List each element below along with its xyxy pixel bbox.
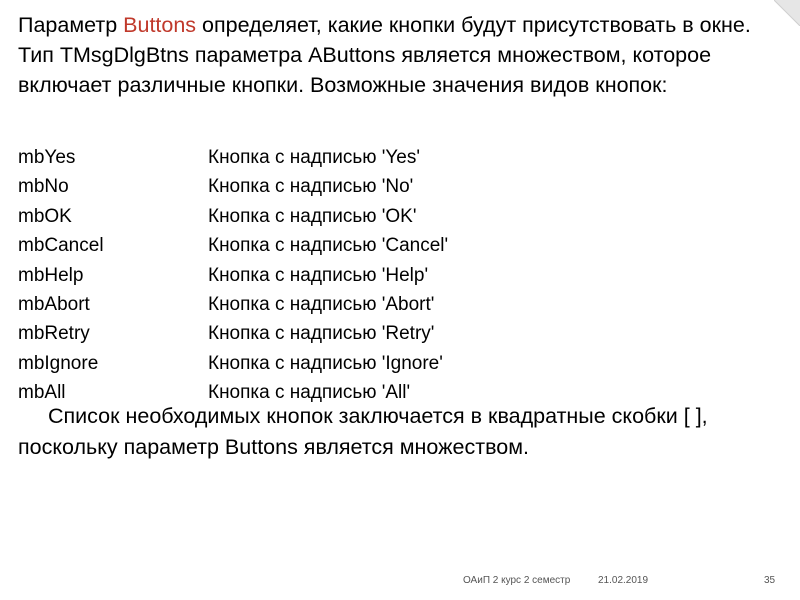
intro-paragraph	[18, 10, 788, 100]
footer-date: 21.02.2019	[598, 575, 649, 586]
slide-number: 35	[764, 575, 776, 586]
button-value-row	[18, 143, 578, 172]
button-constant-name: mbCancel	[18, 235, 104, 257]
button-constant-name: mbHelp	[18, 264, 84, 286]
button-constant-name: mbYes	[18, 147, 76, 168]
button-value-row	[18, 319, 578, 348]
footer-course: ОАиП 2 курс 2 семестр	[463, 575, 571, 586]
button-value-row	[18, 231, 578, 260]
button-constant-name: mbAll	[18, 382, 66, 404]
buttons-highlight: Buttons	[123, 13, 197, 37]
button-values-list	[18, 143, 578, 408]
button-constant-name: mbIgnore	[18, 352, 99, 374]
button-constant-description: Кнопка с надписью 'Retry'	[208, 323, 435, 345]
button-constant-name: mbAbort	[18, 293, 90, 315]
button-value-row	[18, 349, 578, 378]
button-constant-description: Кнопка с надписью 'Ignore'	[208, 352, 443, 374]
button-constant-description: Кнопка с надписью 'Abort'	[208, 293, 435, 315]
button-constant-description: Кнопка с надписью 'Yes'	[208, 147, 420, 168]
outro-paragraph: Список необходимых кнопок заключается в квадратные скобки [ ], поскольку параметр Buttons является множеством.	[18, 404, 708, 459]
button-constant-description: Кнопка с надписью 'OK'	[208, 205, 417, 227]
button-constant-name: mbNo	[18, 176, 69, 198]
button-constant-description: Кнопка с надписью 'No'	[208, 176, 414, 198]
button-value-row	[18, 261, 578, 290]
intro-text: определяет, какие кнопки будут присутствовать в окне. Тип TMsgDlgBtns параметра AButtons является множеством, которое включает различные кнопки. Возможные значения видов кнопок:	[18, 13, 751, 97]
button-constant-description: Кнопка с надписью 'Help'	[208, 264, 429, 286]
button-value-row	[18, 202, 578, 231]
button-constant-description: Кнопка с надписью 'Cancel'	[208, 235, 449, 257]
button-constant-name: mbRetry	[18, 323, 90, 345]
button-value-row	[18, 172, 578, 201]
button-value-row	[18, 290, 578, 319]
button-constant-name: mbOK	[18, 205, 72, 227]
intro-prefix: Параметр	[18, 13, 124, 37]
button-constant-description: Кнопка с надписью 'All'	[208, 382, 411, 404]
